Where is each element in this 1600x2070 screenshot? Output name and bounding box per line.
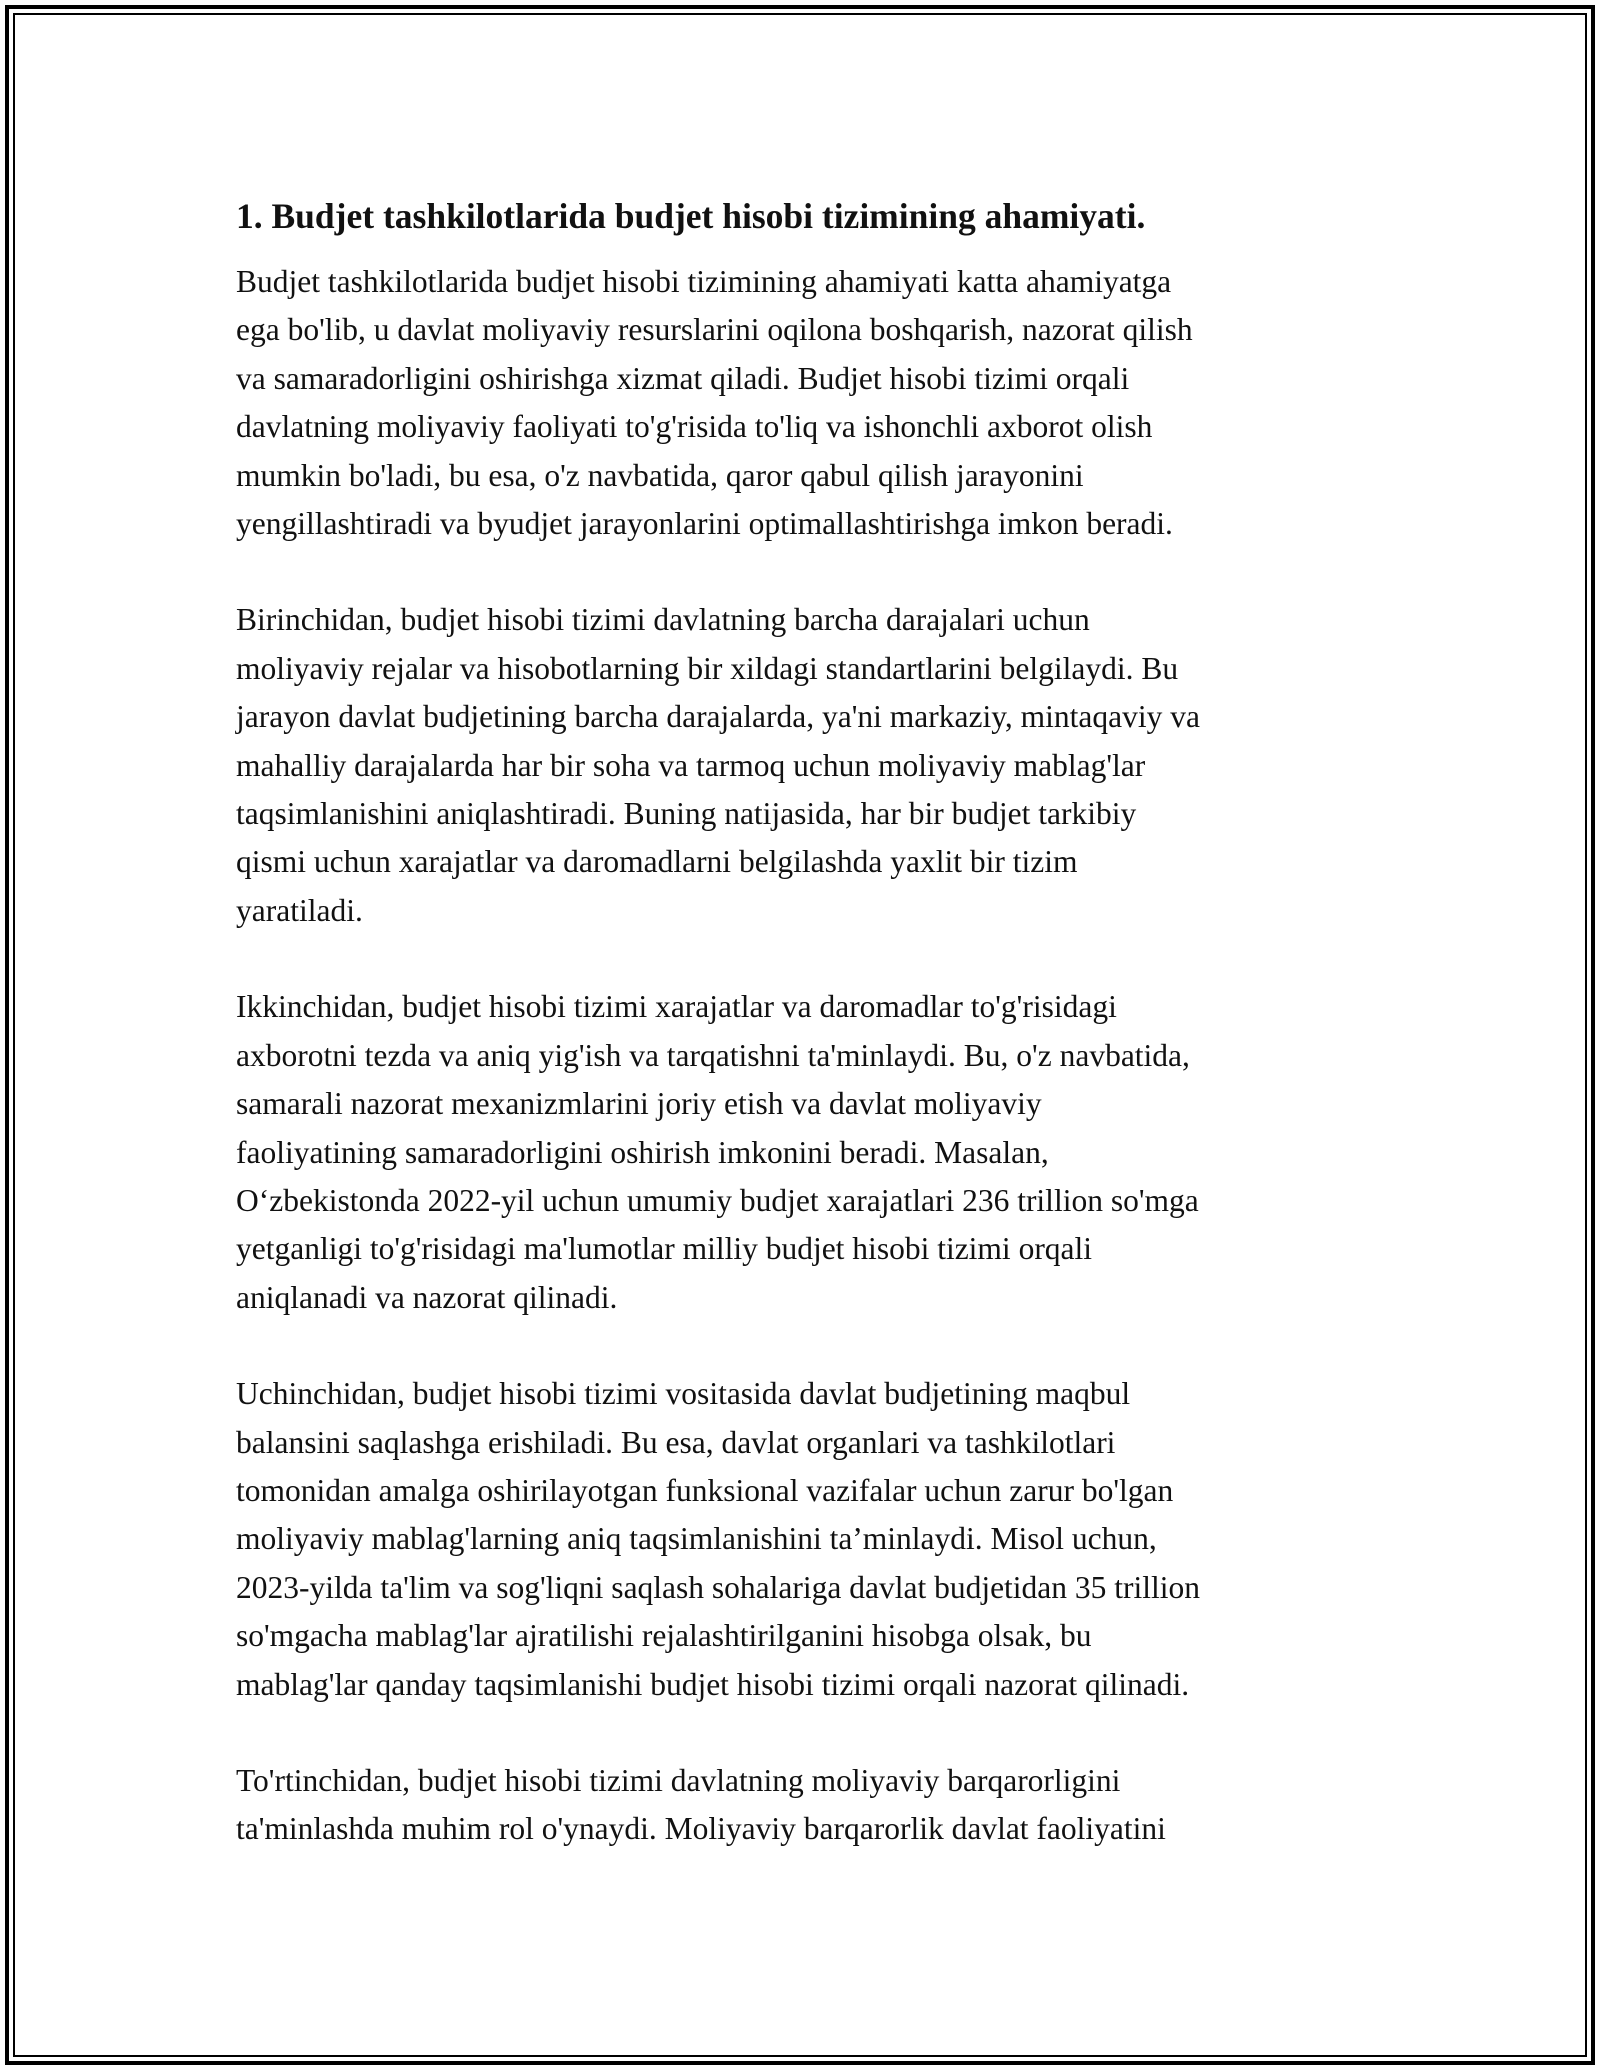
text-line: Uchinchidan, budjet hisobi tizimi vositasida davlat budjetining maqbul bbox=[236, 1376, 1131, 1412]
document-body bbox=[236, 188, 1376, 1902]
text-line: ta'minlashda muhim rol o'ynaydi. Moliyaviy barqarorlik davlat faoliyatini bbox=[236, 1811, 1166, 1847]
text-line: ega bo'lib, u davlat moliyaviy resurslarini oqilona boshqarish, nazorat qilish bbox=[236, 312, 1193, 348]
text-line: jarayon davlat budjetining barcha darajalarda, ya'ni markaziy, mintaqaviy va bbox=[236, 699, 1200, 735]
text-line: yengillashtiradi va byudjet jarayonlarini optimallashtirishga imkon beradi. bbox=[236, 506, 1173, 542]
text-line: 2023-yilda ta'lim va sog'liqni saqlash sohalariga davlat budjetidan 35 trillion bbox=[236, 1569, 1201, 1605]
text-line: davlatning moliyaviy faoliyati to'g'risida to'liq va ishonchli axborot olish bbox=[236, 409, 1153, 445]
text-line: mablag'lar qanday taqsimlanishi budjet hisobi tizimi orqali nazorat qilinadi. bbox=[236, 1666, 1190, 1702]
paragraph-first bbox=[236, 596, 1376, 935]
text-line: O‘zbekistonda 2022-yil uchun umumiy budjet xarajatlari 236 trillion so'mga bbox=[236, 1182, 1199, 1218]
text-line: yaratiladi. bbox=[236, 892, 363, 928]
text-line: balansini saqlashga erishiladi. Bu esa, davlat organlari va tashkilotlari bbox=[236, 1424, 1116, 1460]
text-line: moliyaviy rejalar va hisobotlarning bir xildagi standartlarini belgilaydi. Bu bbox=[236, 650, 1179, 686]
text-line: samarali nazorat mexanizmlarini joriy etish va davlat moliyaviy bbox=[236, 1086, 1042, 1122]
paragraph-third bbox=[236, 1370, 1376, 1709]
text-line: axborotni tezda va aniq yig'ish va tarqatishni ta'minlaydi. Bu, o'z navbatida, bbox=[236, 1037, 1190, 1073]
text-line: To'rtinchidan, budjet hisobi tizimi davlatning moliyaviy barqarorligini bbox=[236, 1762, 1121, 1798]
text-line: mahalliy darajalarda har bir soha va tarmoq uchun moliyaviy mablag'lar bbox=[236, 747, 1146, 783]
text-line: faoliyatining samaradorligini oshirish imkonini beradi. Masalan, bbox=[236, 1134, 1049, 1170]
text-line: tomonidan amalga oshirilayotgan funksional vazifalar uchun zarur bo'lgan bbox=[236, 1472, 1174, 1508]
text-line: moliyaviy mablag'larning aniq taqsimlanishini ta’minlaydi. Misol uchun, bbox=[236, 1521, 1157, 1557]
text-line: va samaradorligini oshirishga xizmat qiladi. Budjet hisobi tizimi orqali bbox=[236, 360, 1130, 396]
text-line: mumkin bo'ladi, bu esa, o'z navbatida, qaror qabul qilish jarayonini bbox=[236, 457, 1084, 493]
text-line: yetganligi to'g'risidagi ma'lumotlar milliy budjet hisobi tizimi orqali bbox=[236, 1231, 1093, 1267]
paragraph-second bbox=[236, 983, 1376, 1322]
paragraph-importance bbox=[236, 258, 1376, 548]
text-line: qismi uchun xarajatlar va daromadlarni belgilashda yaxlit bir tizim bbox=[236, 844, 1078, 880]
text-line: Budjet tashkilotlarida budjet hisobi tizimining ahamiyati katta ahamiyatga bbox=[236, 264, 1172, 299]
text-line: Birinchidan, budjet hisobi tizimi davlatning barcha darajalari uchun bbox=[236, 602, 1090, 638]
text-line: taqsimlanishini aniqlashtiradi. Buning natijasida, har bir budjet tarkibiy bbox=[236, 796, 1137, 832]
text-line: aniqlanadi va nazorat qilinadi. bbox=[236, 1279, 618, 1315]
text-line: so'mgacha mablag'lar ajratilishi rejalashtirilganini hisobga olsak, bu bbox=[236, 1618, 1092, 1654]
paragraph-fourth bbox=[236, 1757, 1376, 1854]
text-line: Ikkinchidan, budjet hisobi tizimi xarajatlar va daromadlar to'g'risidagi bbox=[236, 989, 1117, 1025]
section-heading: 1. Budjet tashkilotlarida budjet hisobi tizimining ahamiyati. bbox=[236, 196, 1146, 236]
